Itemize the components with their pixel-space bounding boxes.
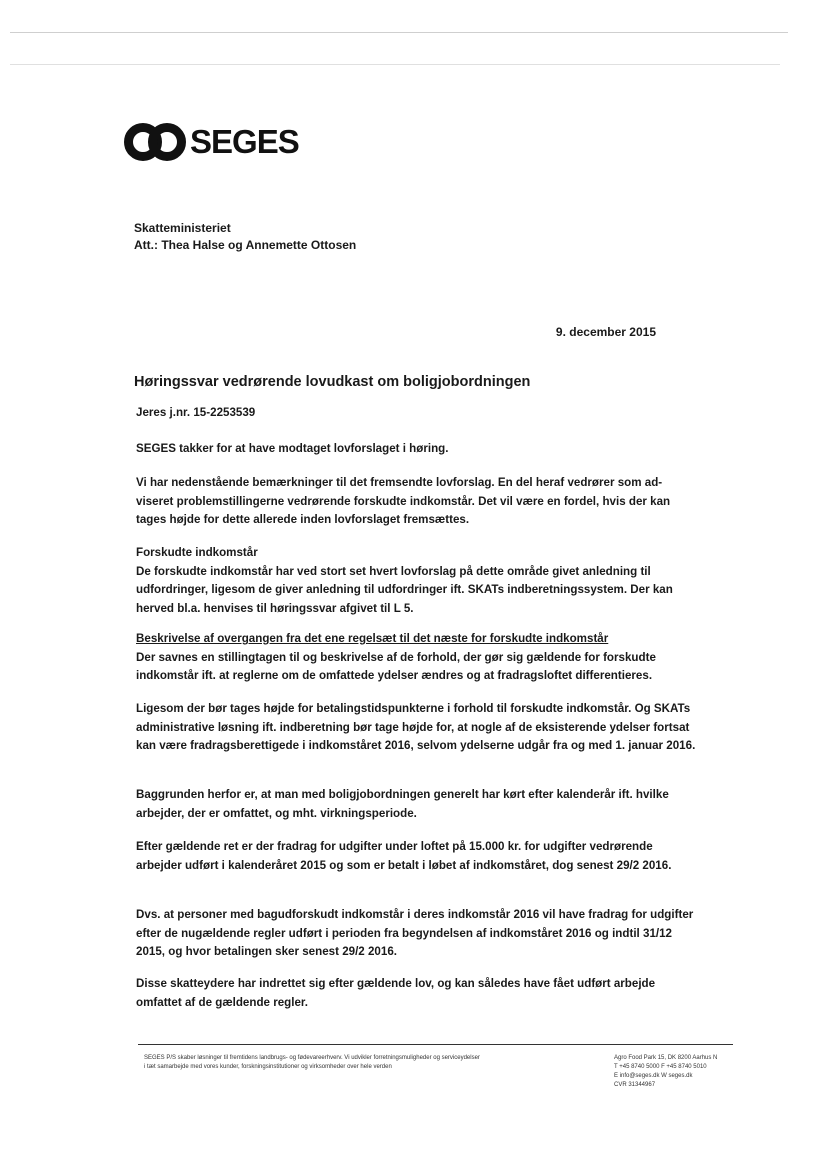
scan-artifact-top — [10, 32, 788, 33]
seges-logo — [124, 122, 299, 162]
paragraph-text: Dvs. at personer med bagudforskudt indkomstår i deres indkomstår 2016 vil have fradrag for udgifter efter de nugældende regler udført i perioden fra begyndelsen af indkomståret 2016 og indtil 31/12 2015, og hvor betalingen sker senest 29/2 2016. — [136, 908, 694, 959]
paragraph-text: Ligesom der bør tages højde for betalingstidspunkterne i forhold til forskudte indkomstår. Og SKATs administrative løsning ift. indberetning bør tage højde for, at nogle af de eksisterende ydelser fortsat kan være fradragsberettigede i indkomståret 2016, selvom ydelserne udgår fra og med 1. januar 2016. — [136, 702, 696, 753]
section-heading: Forskudte indkomstår — [136, 546, 258, 559]
paragraph-gaeldende-ret — [136, 838, 696, 875]
paragraph-text: SEGES takker for at have modtaget lovforslaget i høring. — [136, 442, 449, 455]
paragraph-text: Der savnes en stillingtagen til og beskrivelse af de forhold, der gør sig gældende for forskudte indkomstår ift. at reglerne om de omfattede ydelser ændres og at fradragsloftet differentieres. — [136, 650, 656, 683]
footer-contact — [614, 1054, 717, 1090]
footer-email-web: E info@seges.dk W seges.dk — [614, 1073, 693, 1079]
footer-phone: T +45 8740 5000 F +45 8740 5010 — [614, 1064, 707, 1070]
paragraph-bagudforskudt — [136, 906, 696, 962]
section-forskudte — [136, 544, 696, 619]
paragraph-text: Disse skatteydere har indrettet sig efter gældende lov, og kan således have fået udført arbejde omfattet af de gældende regler. — [136, 977, 656, 1009]
paragraph-text: De forskudte indkomstår har ved stort set hvert lovforslag på dette område givet anledning til udfordringer, ligesom de giver anledning til udfordringer ift. SKATs indberetningssystem. Der kan herved bl.a. henvises til høringssvar afgivet til L 5. — [136, 564, 673, 616]
footer-description — [144, 1054, 480, 1072]
footer-line: i tæt samarbejde med vores kunder, forskningsinstitutioner og virksomheder over hele verden — [144, 1064, 392, 1070]
letter-date: 9. december 2015 — [555, 325, 656, 339]
paragraph-skatteydere — [136, 975, 696, 1012]
letter-title: Høringssvar vedrørende lovudkast om boligjobordningen — [134, 374, 531, 390]
recipient-attention: Att.: Thea Halse og Annemette Ottosen — [134, 238, 357, 252]
paragraph-baggrund — [136, 786, 696, 823]
paragraph-text: Vi har nedenstående bemærkninger til det fremsendte lovforslag. En del heraf vedrører som ad-viseret problemstillingerne vedrørende forskudte indkomstår. Det vil være en fordel, hvis der kan tages højde for dette allerede inden lovforslaget fremsættes. — [136, 476, 671, 527]
footer-line: SEGES P/S skaber løsninger til fremtidens landbrugs- og fødevareerhverv. Vi udvikler forretningsmuligheder og serviceydelser — [144, 1055, 480, 1061]
paragraph-intro — [136, 440, 696, 459]
logo-wordmark: SEGES — [190, 123, 299, 160]
reference-number: Jeres j.nr. 15-2253539 — [136, 406, 256, 419]
recipient-block — [134, 220, 356, 254]
footer-cvr: CVR 31344967 — [614, 1082, 656, 1088]
footer-divider — [138, 1044, 733, 1045]
seges-logo-mark-icon — [124, 122, 186, 162]
section-overgang — [136, 630, 696, 686]
paragraph-betalingstidspunkter — [136, 700, 696, 756]
paragraph-text: Efter gældende ret er der fradrag for udgifter under loftet på 15.000 kr. for udgifter vedrørende arbejder udført i kalenderåret 2015 og som er betalt i løbet af indkomståret, dog senest 29/2 2016. — [136, 840, 672, 872]
section-heading-underlined: Beskrivelse af overgangen fra det ene regelsæt til det næste for forskudte indkomstår — [136, 632, 609, 645]
recipient-organization: Skatteministeriet — [134, 221, 231, 235]
paragraph-text: Baggrunden herfor er, at man med boligjobordningen generelt har kørt efter kalenderår ift. hvilke arbejder, der er omfattet, og mht. virkningsperiode. — [136, 788, 669, 820]
footer-address: Agro Food Park 15, DK 8200 Aarhus N — [614, 1055, 718, 1061]
scan-artifact-second — [10, 64, 780, 65]
paragraph-remarks — [136, 474, 696, 530]
